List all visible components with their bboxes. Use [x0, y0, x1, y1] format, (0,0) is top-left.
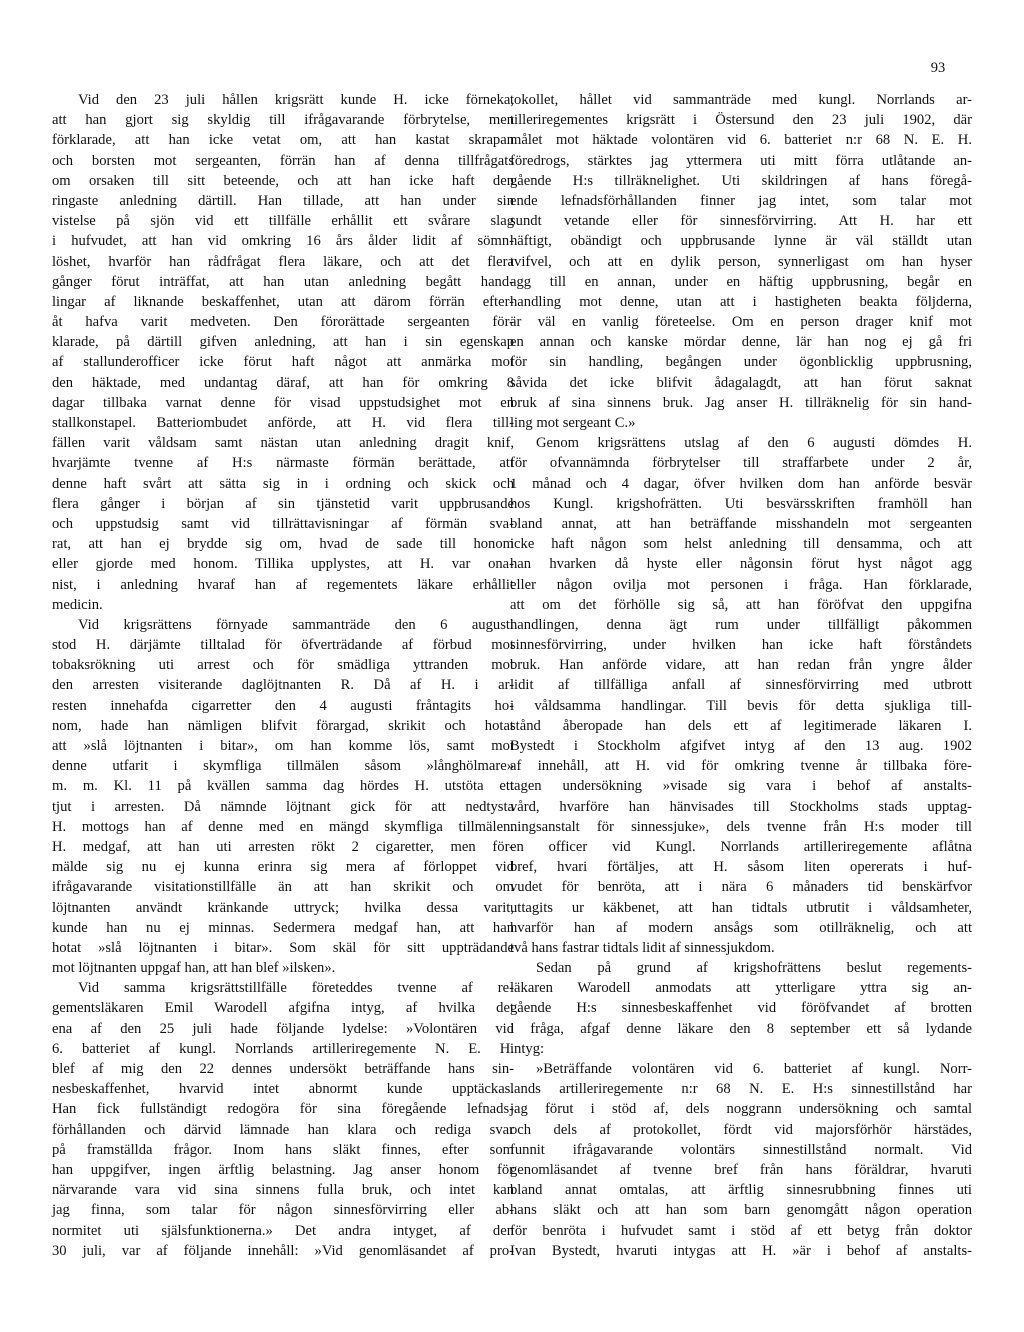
text-line: Ivan Bystedt, hvaruti intygas att H. »är i behof af anstalts- — [510, 1242, 972, 1259]
text-line: sinnesförvirring, under hvilken han icke haft förståndets — [510, 637, 972, 654]
text-line: förklarade, att han icke vetat om, att han kastat skrapan — [52, 132, 514, 149]
text-line: den arresten visiterande daglöjtnanten R. Då af H. i ar- — [52, 677, 514, 694]
text-line: 6. batteriet af kungl. Norrlands artilleriregemente N. E. H. — [52, 1040, 514, 1057]
text-line: den häktade, med undantag däraf, att han för omkring 8 — [52, 374, 514, 391]
text-line: gånger förut inträffat, att han utan anledning begått hand- — [52, 273, 514, 290]
text-line: tjut i arresten. Då nämnde löjtnant gick för att nedtysta — [52, 798, 514, 815]
text-line: mälde sig nu ej kunna erinra sig mera af förloppet vid — [52, 859, 514, 876]
text-line: ningsanstalt för sinnessjuke», dels tvenne från H:s moder till — [510, 818, 972, 835]
text-line: intyg: — [510, 1040, 545, 1057]
text-line: hans släkt och att han som barn genomgått någon operation — [510, 1202, 972, 1219]
text-line: bland annat omtalas, att ärftlig sinnesrubbning finnes uti — [510, 1182, 972, 1199]
text-line: en annan och kanske mördar denne, lär han nog ej gå fri — [510, 334, 972, 351]
text-line: klarade, på därtill gifven anledning, att han i sin egenskap — [52, 334, 514, 351]
text-line: för ofvannämnda förbrytelser till straffarbete under 2 år, — [510, 455, 972, 472]
text-line: bruk af sina sinnens bruk. Jag anser H. tillräknelig för sin hand- — [510, 394, 972, 411]
text-line: stod H. därjämte tilltalad för öfverträdande af förbud mot — [52, 637, 514, 654]
text-line: ling mot sergeant C.» — [510, 415, 636, 431]
text-line: för benröta i hufvudet samt i stöd af ett betyg från doktor — [510, 1222, 972, 1239]
text-line: eller gjorde med honom. Tillika upplystes, att H. var ona- — [52, 556, 514, 573]
text-line: m. m. Kl. 11 på kvällen samma dag hördes H. utstöta ett — [52, 778, 514, 795]
text-line: af stallunderofficer icke förut haft något att anmärka mot — [52, 354, 514, 371]
text-line: handling mot denne, utan att i hastigheten beakta följderna, — [510, 293, 972, 310]
text-line: att om det förhölle sig så, att han föröfvat den uppgifna — [510, 596, 972, 613]
text-line: nist, i anledning hvaraf han af regementets läkare erhållit — [52, 576, 514, 593]
text-line: denne haft svårt att sätta sig in i ordning och skick och — [52, 475, 514, 492]
text-line: kunde han nu ej minnas. Sedermera medgaf han, att han — [52, 919, 514, 936]
text-line: tobaksrökning uti arrest och för smädliga yttranden mot — [52, 657, 514, 674]
text-line: på framställda frågor. Inom hans släkt finnes, efter som — [52, 1141, 514, 1158]
text-line: i våldsamma handlingar. Till bevis för detta sjukliga till- — [510, 697, 972, 714]
text-line: Vid krigsrättens förnyade sammanträde den 6 augusti — [78, 616, 514, 633]
text-line: för sin handling, begången under ögonblicklig uppbrusning, — [510, 354, 972, 371]
text-line: icke haft någon som helst anledning till densamma, och att — [510, 536, 972, 553]
page-number: 93 — [930, 60, 946, 76]
text-line: gående H:s sinnesbeskaffenhet vid föröfvandet af brotten — [510, 1000, 972, 1017]
text-line: funnit ifrågavarande volontärs sinnestillstånd normalt. Vid — [510, 1141, 972, 1158]
text-line: jag förut i stöd af, dels noggrann undersökning och samtal — [510, 1101, 972, 1118]
text-line: bref, hvari förtäljes, att H. såsom liten opererats i huf- — [510, 859, 972, 876]
text-line: nesbeskaffenhet, hvarvid intet abnormt kunde upptäckas. — [52, 1081, 514, 1098]
text-line: nom, hade han nämligen blifvit förargad, skrikit och hotat — [52, 717, 514, 734]
text-line: häftigt, obändigt och uppbrusande lynne är väl ställdt utan — [510, 233, 972, 250]
text-line: löshet, hvarför han rådfrågat flera läkare, och att det flera — [52, 253, 514, 270]
text-line: i fråga, afgaf denne läkare den 8 september ett så lydande — [510, 1020, 972, 1037]
text-line: gementsläkaren Emil Warodell afgifna intyg, af hvilka det — [52, 1000, 514, 1017]
text-line: Sedan på grund af krigshofrättens beslut regements- — [536, 960, 972, 977]
text-line: hvarjämte tvenne af H:s närmaste förmän berättade, att — [52, 455, 514, 472]
text-line: att han gjort sig skyldig till ifrågavarande förbrytelse, men — [52, 112, 514, 129]
text-line: resten innehafda cigarretter den 4 augusti fråntagits ho- — [52, 697, 514, 714]
text-line: flera gånger i början af sin tjänstetid varit uppbrusande — [52, 495, 514, 512]
text-line: Vid samma krigsrättstillfälle företeddes tvenne af re- — [78, 980, 514, 997]
text-line: i hufvudet, att han vid omkring 16 års ålder lidit af sömn- — [52, 233, 514, 250]
text-line: bland annat, att han beträffande misshandeln mot sergeanten — [510, 515, 972, 532]
text-line: jag finna, som talar för någon sinnesförvirring eller ab- — [52, 1202, 514, 1219]
text-line: stånd åberopade han dels ett af legitimerade läkaren I. — [510, 717, 972, 734]
text-line: genomläsandet af tvenne bref från hans föräldrar, hvaruti — [510, 1161, 972, 1178]
text-line: han uppgifver, ingen ärftlig belastning. Jag anser honom för — [52, 1161, 514, 1178]
text-line: 1 månad och 4 dagar, öfver hvilken dom han anförde besvär — [510, 475, 972, 492]
text-line: ringaste anledning därtill. Han tillade, att han under sin — [52, 192, 514, 209]
text-line: vård, hvarföre han hänvisades till Stockholms stads upptag- — [510, 798, 972, 815]
text-line: »Beträffande volontären vid 6. batteriet af kungl. Norr- — [536, 1061, 972, 1077]
text-line: handlingen, denna ägt rum under tillfälligt påkommen — [510, 616, 972, 633]
text-line: fällen varit våldsam samt nästan utan anledning dragit knif, — [52, 435, 514, 452]
text-line: vistelse på sjön vid ett tillfälle erhållit ett svårare slag — [52, 213, 514, 230]
text-line: lingar af liknande beskaffenhet, utan att därom förrän efter- — [52, 293, 514, 310]
text-line: lidit af tillfälliga anfall af sinnesförvirring med utbrott — [510, 677, 972, 694]
text-line: han hvarken då hyste eller någonsin förut hyst något agg — [510, 556, 972, 573]
text-line: ena af den 25 juli hade följande lydelse: »Volontären vid — [52, 1020, 514, 1037]
text-line: och borsten mot sergeanten, förrän han af denna tillfrågats — [52, 152, 514, 169]
text-line: en officer vid Kungl. Norrlands artilleriregemente aflåtna — [510, 838, 972, 855]
text-line: denne utfarit i skymfliga tillmälen såsom »långhölmare» — [52, 758, 514, 775]
text-line: Han fick fullständigt redogöra för sina föregående lefnads- — [52, 1101, 514, 1118]
text-line: närvarande vara vid sina sinnens fulla bruk, och intet kan — [52, 1182, 514, 1199]
text-line: tvifvel, och att en dylik person, synnerligast om han hyser — [510, 253, 972, 270]
text-line: förhållanden och därvid lämnade han klara och rediga svar — [52, 1121, 514, 1138]
text-line: Genom krigsrättens utslag af den 6 augusti dömdes H. — [536, 435, 972, 452]
text-line: rat, att han ej brydde sig om, hvad de sade till honom — [52, 536, 514, 553]
text-line: om orsaken till sitt beteende, och att han icke haft den — [52, 172, 514, 189]
text-line: tilleriregementes krigsrätt i Östersund den 23 juli 1902, där — [510, 112, 972, 129]
text-line: hos Kungl. krigshofrätten. Uti besvärsskriften framhöll han — [510, 495, 972, 512]
text-line: medicin. — [52, 596, 103, 613]
text-line: tokollet, hållet vid sammanträde med kungl. Norrlands ar- — [510, 92, 972, 108]
text-line: H. medgaf, att han uti arresten rökt 2 cigaretter, men för- — [52, 838, 514, 855]
text-line: agg till en annan, under en häftig uppbrusning, begår en — [510, 273, 972, 290]
left-text-column — [52, 90, 514, 1261]
text-line: hvarför han af modern ansågs som otillräknelig, och att — [510, 919, 972, 936]
text-line: läkaren Warodell anmodats att ytterligare yttra sig an- — [510, 980, 972, 997]
text-line: eller någon ovilja mot personen i fråga. Han förklarade, — [510, 576, 972, 593]
text-line: mot löjtnanten uppgaf han, att han blef »ilsken». — [52, 960, 336, 977]
text-line: dagar tillbaka varnat denne för visad uppstudsighet mot en — [52, 394, 514, 411]
text-line: ende lefnadsförhållanden finner jag intet, som talar mot — [510, 192, 972, 209]
text-line: stallkonstapel. Batteriombudet anförde, att H. vid flera till- — [52, 415, 514, 431]
text-line: uttagits ur käkbenet, att han tidtals utbrutit i våldsamheter, — [510, 899, 972, 916]
text-line: och dels af protokollet, fördt vid majorsförhör härstädes, — [510, 1121, 972, 1138]
text-line: tagen undersökning »visade sig vara i behof af anstalts- — [510, 778, 972, 795]
text-line: Bystedt i Stockholm afgifvet intyg af den 13 aug. 1902 — [510, 738, 972, 754]
text-line: af innehåll, att H. vid för omkring tvenne år tillbaka före- — [510, 758, 972, 775]
text-line: hotat »slå löjtnanten i bitar». Som skäl för sitt uppträdande — [52, 939, 514, 956]
text-line: vudet för benröta, att i nära 6 månaders tid benskärfvor — [510, 879, 972, 896]
text-line: 30 juli, var af följande innehåll: »Vid genomläsandet af pro- — [52, 1242, 514, 1259]
text-line: blef af mig den 22 dennes undersökt beträffande hans sin- — [52, 1061, 514, 1077]
text-line: målet mot häktade volontären vid 6. batteriet n:r 68 N. E. H. — [510, 132, 972, 149]
text-line: föredrogs, stärktes jag yttermera uti mitt förra utlåtande an- — [510, 152, 972, 169]
text-line: löjtnanten användt kränkande uttryck; hvilka dessa varit, — [52, 899, 514, 916]
text-line: två hans fastrar tidtals lidit af sinnessjukdom. — [510, 939, 775, 956]
text-line: såvida det icke blifvit ådagalagdt, att han förut saknat — [510, 374, 972, 391]
text-line: bruk. Han anförde vidare, att han redan från yngre ålder — [510, 657, 972, 674]
text-line: ifrågavarande visitationstillfälle än att han skrikit och om — [52, 879, 514, 896]
right-text-column — [510, 90, 972, 1261]
text-line: är väl en vanlig företeelse. Om en person drager knif mot — [510, 314, 972, 331]
text-line: åt hafva varit medveten. Den förorättade sergeanten för- — [52, 314, 514, 331]
text-line: normitet uti själsfunktionerna.» Det andra intyget, af den — [52, 1222, 514, 1239]
text-line: gående H:s tillräknelighet. Uti skildringen af hans föregå- — [510, 172, 972, 189]
text-line: att »slå löjtnanten i bitar», om han komme lös, samt mot — [52, 738, 514, 754]
text-line: och uppstudsig samt vid tillrättavisningar af förmän sva- — [52, 515, 514, 532]
text-line: sundt vetande eller för sinnesförvirring. Att H. har ett — [510, 213, 972, 230]
text-line: Vid den 23 juli hållen krigsrätt kunde H. icke förneka, — [78, 92, 514, 108]
text-line: H. mottogs han af denne med en mängd skymfliga tillmälen. — [52, 818, 514, 835]
text-line: lands artilleriregemente n:r 68 N. E. H:s sinnestillstånd har — [510, 1081, 972, 1098]
